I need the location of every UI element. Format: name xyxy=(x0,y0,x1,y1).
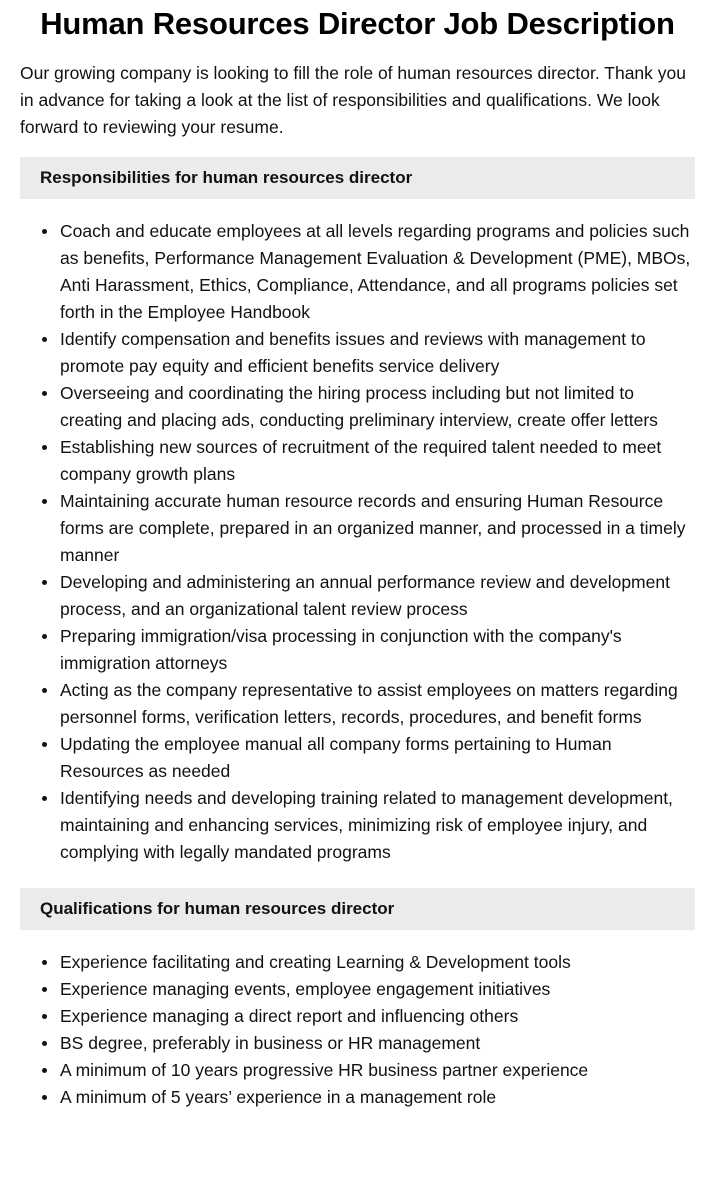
bullet-icon xyxy=(42,634,47,639)
list-item-text: Updating the employee manual all company forms pertaining to Human Resources as needed xyxy=(60,734,612,781)
list-item xyxy=(20,623,695,677)
responsibilities-header: Responsibilities for human resources director xyxy=(20,157,695,199)
list-item xyxy=(20,1003,695,1030)
bullet-icon xyxy=(42,580,47,585)
qualifications-list xyxy=(20,949,695,1111)
bullet-icon xyxy=(42,445,47,450)
page-title: Human Resources Director Job Description xyxy=(40,6,675,41)
list-item-text: Preparing immigration/visa processing in conjunction with the company's immigration attorneys xyxy=(60,626,622,673)
list-item xyxy=(20,569,695,623)
list-item-text: A minimum of 5 years’ experience in a management role xyxy=(60,1087,497,1107)
list-item-text: Experience managing a direct report and influencing others xyxy=(60,1006,519,1026)
bullet-icon xyxy=(42,742,47,747)
bullet-icon xyxy=(42,1041,47,1046)
list-item xyxy=(20,218,695,326)
list-item-text: Coach and educate employees at all levels regarding programs and policies such as benefits, Performance Management Evaluation & Development (PME), MBOs, Anti Harassment, Ethics, Compliance, Attendance, and all programs policies set forth in the Employee Handbook xyxy=(60,221,691,322)
list-item-text: Maintaining accurate human resource records and ensuring Human Resource forms are complete, prepared in an organized manner, and processed in a timely manner xyxy=(60,491,686,565)
qualifications-section xyxy=(20,888,695,1111)
bullet-icon xyxy=(42,1068,47,1073)
list-item-text: BS degree, preferably in business or HR management xyxy=(60,1033,481,1053)
bullet-icon xyxy=(42,796,47,801)
list-item-text: Developing and administering an annual performance review and development process, and an organizational talent review process xyxy=(60,572,670,619)
list-item xyxy=(20,326,695,380)
list-item-text: Identifying needs and developing training related to management development, maintaining and enhancing services, minimizing risk of employee injury, and complying with legally mandated programs xyxy=(60,788,673,862)
responsibilities-list xyxy=(20,218,695,866)
bullet-icon xyxy=(42,499,47,504)
bullet-icon xyxy=(42,987,47,992)
list-item-text: Overseeing and coordinating the hiring process including but not limited to creating and placing ads, conducting preliminary interview, create offer letters xyxy=(60,383,658,430)
list-item xyxy=(20,380,695,434)
list-item-text: Experience managing events, employee engagement initiatives xyxy=(60,979,551,999)
list-item xyxy=(20,785,695,866)
list-item-text: Establishing new sources of recruitment of the required talent needed to meet company growth plans xyxy=(60,437,662,484)
list-item xyxy=(20,1030,695,1057)
list-item xyxy=(20,949,695,976)
list-item-text: A minimum of 10 years progressive HR business partner experience xyxy=(60,1060,589,1080)
responsibilities-section xyxy=(20,157,695,866)
list-item xyxy=(20,488,695,569)
list-item-text: Acting as the company representative to assist employees on matters regarding personnel forms, verification letters, records, procedures, and benefit forms xyxy=(60,680,678,727)
bullet-icon xyxy=(42,1014,47,1019)
list-item xyxy=(20,1084,695,1111)
bullet-icon xyxy=(42,391,47,396)
bullet-icon xyxy=(42,337,47,342)
bullet-icon xyxy=(42,960,47,965)
list-item xyxy=(20,731,695,785)
intro-paragraph: Our growing company is looking to fill the role of human resources director. Thank you in advance for taking a look at the list of responsibilities and qualifications. We look forward to reviewing your resume. xyxy=(20,63,686,137)
list-item xyxy=(20,434,695,488)
list-item-text: Identify compensation and benefits issues and reviews with management to promote pay equity and efficient benefits service delivery xyxy=(60,329,646,376)
bullet-icon xyxy=(42,688,47,693)
qualifications-header: Qualifications for human resources director xyxy=(20,888,695,930)
list-item xyxy=(20,677,695,731)
bullet-icon xyxy=(42,1095,47,1100)
list-item-text: Experience facilitating and creating Learning & Development tools xyxy=(60,952,571,972)
list-item xyxy=(20,1057,695,1084)
bullet-icon xyxy=(42,229,47,234)
list-item xyxy=(20,976,695,1003)
